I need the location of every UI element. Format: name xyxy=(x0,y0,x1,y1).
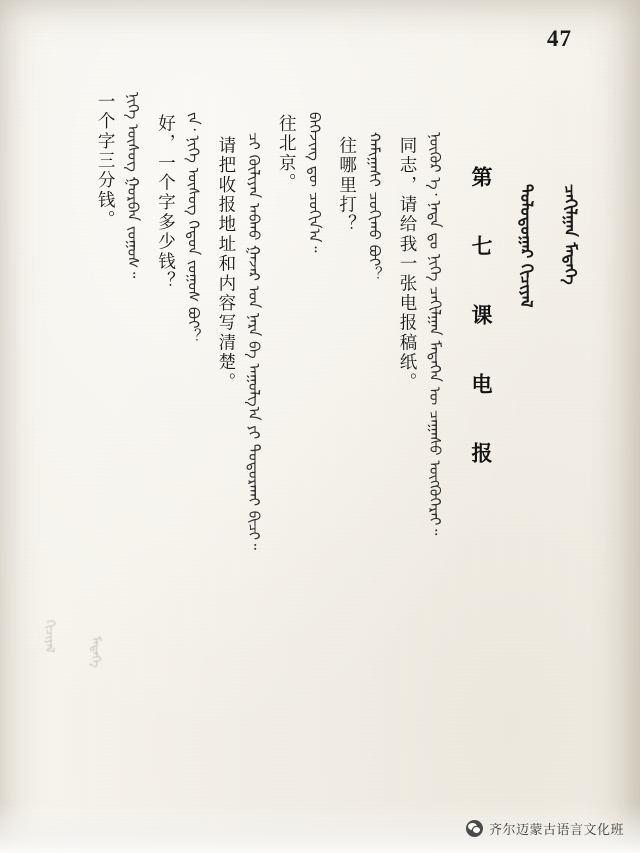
text-column-2 xyxy=(142,92,202,343)
mongolian-line-6: ᠨᠥᠬᠥᠷ ᠡ᠂ ᠨᠠᠳᠠ ᠳᠤ ᠨᠢᠭᠡ ᠴᠠᠬᠢᠯᠭᠠᠨ ᠮᠡᠳᠡᠭᠡᠨ ᠦ ᠴᠠᠭᠠᠰᠤ ᠥᠭᠭᠦᠭᠡᠷᠡᠢ᠃ xyxy=(426,132,444,536)
text-column-3 xyxy=(203,92,263,550)
wechat-watermark xyxy=(466,819,624,838)
page-body-text xyxy=(44,92,584,713)
chinese-line-1: 一个字三分钱。 xyxy=(95,92,116,230)
text-column-5 xyxy=(323,92,383,281)
chinese-line-4: 往北京。 xyxy=(276,114,297,193)
text-column-1 xyxy=(82,92,142,278)
lesson-heading-mongolian-title: ᠴᠠᠬᠢᠯᠭᠠᠨ ᠮᠡᠳᠡᠭᠡ xyxy=(561,184,580,285)
chinese-line-2: 好，一个字多少钱？ xyxy=(155,114,176,292)
lesson-heading-block xyxy=(444,92,584,475)
lesson-heading-mongolian-number: ᠳᠣᠯᠣᠳᠤᠭᠠᠷ ᠬᠢᠴᠢᠶᠡᠯ xyxy=(517,184,536,308)
mongolian-line-1: ᠨᠢᠭᠡ ᠦᠰᠦᠭ ᠭᠤᠷᠪᠠᠨ ᠵᠣᠭᠤᠰ᠃ xyxy=(124,92,143,279)
chinese-line-6: 同志，请给我一张电报稿纸。 xyxy=(397,136,417,393)
wechat-icon xyxy=(466,820,483,837)
mongolian-line-5: ᠬᠠᠮᠢᠭᠠᠰᠢ ᠴᠣᠬᠢᠬᠤ ᠪᠤᠢ︖ xyxy=(365,132,384,282)
page-number: 47 xyxy=(547,26,572,51)
text-column-6 xyxy=(384,92,444,535)
mongolian-line-4: ᠪᠡᠭᠡᠵᠢᠩ ᠳᠦ ᠴᠣᠬᠢᠨ᠎ᠠ᠃ xyxy=(305,112,324,253)
lesson-heading-chinese: 第 七 课 电 报 xyxy=(469,166,493,475)
mongolian-line-3: ᠴᠢ ᠬᠦᠯᠢᠶᠡᠨ ᠠᠪᠬᠤ ᠭᠠᠵᠠᠷ ᠤᠨ ᠨᠡᠷᠡ ᠪᠠ ᠠᠭᠤᠯᠭ᠎ᠠ ᠶᠢ ᠲᠣᠳᠣᠷᠬᠠᠢ ᠪᠢᠴᠢ᠃ xyxy=(244,132,263,550)
text-column-4 xyxy=(263,92,323,252)
chinese-line-3: 请把收报地址和内容写清楚。 xyxy=(215,136,236,393)
bleed-through-mark-2: ᠮᠡᠳᠡᠭᠡ xyxy=(89,636,103,668)
bleed-through-mark-1: ᠬᠢᠴᠢᠶᠡᠯ xyxy=(43,620,57,653)
wechat-account-name: 齐尔迈蒙古语言文化班 xyxy=(488,822,624,838)
footer-watermark-bar xyxy=(0,803,640,853)
chinese-line-5: 往哪里打？ xyxy=(336,136,357,235)
mongolian-line-2: ᠵᠠ᠂ ᠨᠢᠭᠡ ᠦᠰᠦᠭ ᠬᠡᠳᠦᠨ ᠵᠣᠭᠤᠰ ᠪᠤᠢ︖ xyxy=(184,112,203,344)
